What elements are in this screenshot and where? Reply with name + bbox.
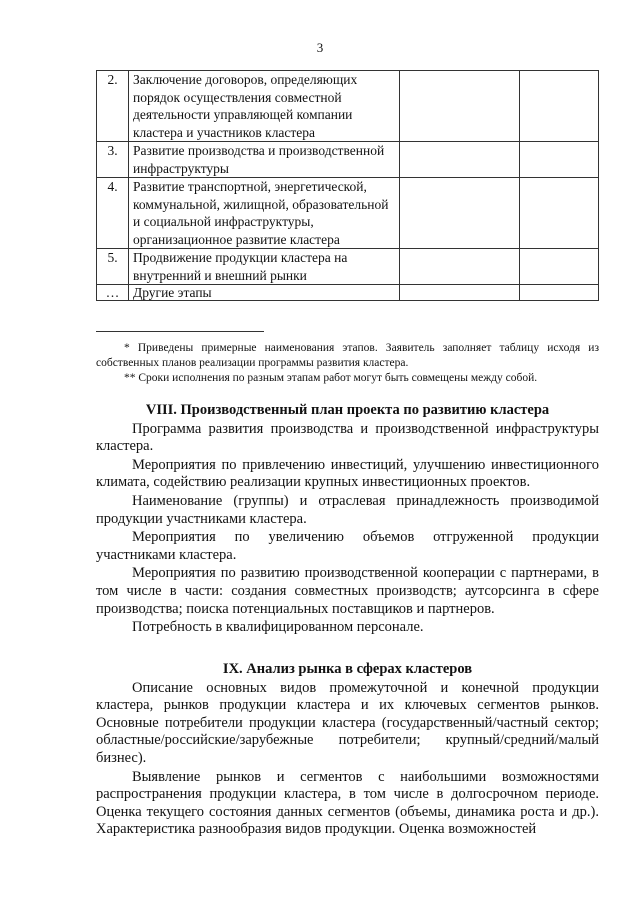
stage-name: Развитие транспортной, энергетической, коммунальной, жилищной, образовательной и социальной инфраструктуры, организационное развитие кластера [129,178,400,249]
footnote: * Приведены примерные наименования этапов. Заявитель заполняет таблицу исходя из собственных планов реализации программы развития кластера. [96,342,599,369]
stage-name: Развитие производства и производственной инфраструктуры [129,142,400,178]
stage-name: Другие этапы [129,285,400,301]
stage-number: 2. [97,71,129,142]
footnote-divider [96,331,264,332]
paragraph: Описание основных видов промежуточной и конечной продукции кластера, рынков продукции кластера и их ключевых сегментов рынков. Основные потребители продукции кластера (государственный/частный сектор; областные/российские/зарубежные потребители; крупный/средний/малый бизнес). [96,679,599,766]
stage-cell-empty [520,249,599,285]
stage-cell-empty [400,249,520,285]
stages-table [96,70,599,301]
table-row [97,178,599,249]
paragraph: Выявление рынков и сегментов с наибольшими возможностями распространения продукции кластера, в том числе в долгосрочном периоде. Оценка текущего состояния данных сегментов (объемы, динамика роста и др.). Характеристика разнообразия видов продукции. Оценка возможностей [96,768,599,838]
footnotes [96,341,599,386]
table-row [97,249,599,285]
stage-cell-empty [520,178,599,249]
stage-name: Продвижение продукции кластера на внутренний и внешний рынки [129,249,400,285]
paragraph: Мероприятия по увеличению объемов отгруженной продукции участниками кластера. [96,529,599,563]
page-number: 3 [316,40,324,55]
table-row [97,285,599,301]
stage-number: 5. [97,249,129,285]
stage-number: 3. [97,142,129,178]
stage-cell-empty [400,285,520,301]
stage-cell-empty [520,285,599,301]
stage-name: Заключение договоров, определяющих порядок осуществления совместной деятельности управляющей компании кластера и участников кластера [129,71,400,142]
stage-cell-empty [400,142,520,178]
paragraph: Мероприятия по привлечению инвестиций, улучшению инвестиционного климата, содействию реализации крупных инвестиционных проектов. [96,456,599,491]
paragraph: Программа развития производства и производственной инфраструктуры кластера. [96,420,599,455]
section-title: VIII. Производственный план проекта по развитию кластера [145,402,550,418]
paragraph: Потребность в квалифицированном персонале. [132,619,424,636]
section-production-plan [96,402,599,637]
table-row [97,71,599,142]
stage-number: … [97,285,129,301]
stage-cell-empty [400,71,520,142]
stage-cell-empty [520,142,599,178]
stage-number: 4. [97,178,129,249]
footnote: ** Сроки исполнения по разным этапам работ могут быть совмещены между собой. [124,372,538,384]
paragraph: Наименование (группы) и отраслевая принадлежность производимой продукции участниками кластера. [96,492,599,527]
stage-cell-empty [520,71,599,142]
section-market-analysis [96,661,599,839]
table-row [97,142,599,178]
section-title: IX. Анализ рынка в сферах кластеров [222,661,473,677]
paragraph: Мероприятия по развитию производственной кооперации с партнерами, в том числе в части: создания совместных производств; аутсорсинга в сфере производства; поиска потенциальных поставщиков и партнеров. [96,565,599,617]
stage-cell-empty [400,178,520,249]
